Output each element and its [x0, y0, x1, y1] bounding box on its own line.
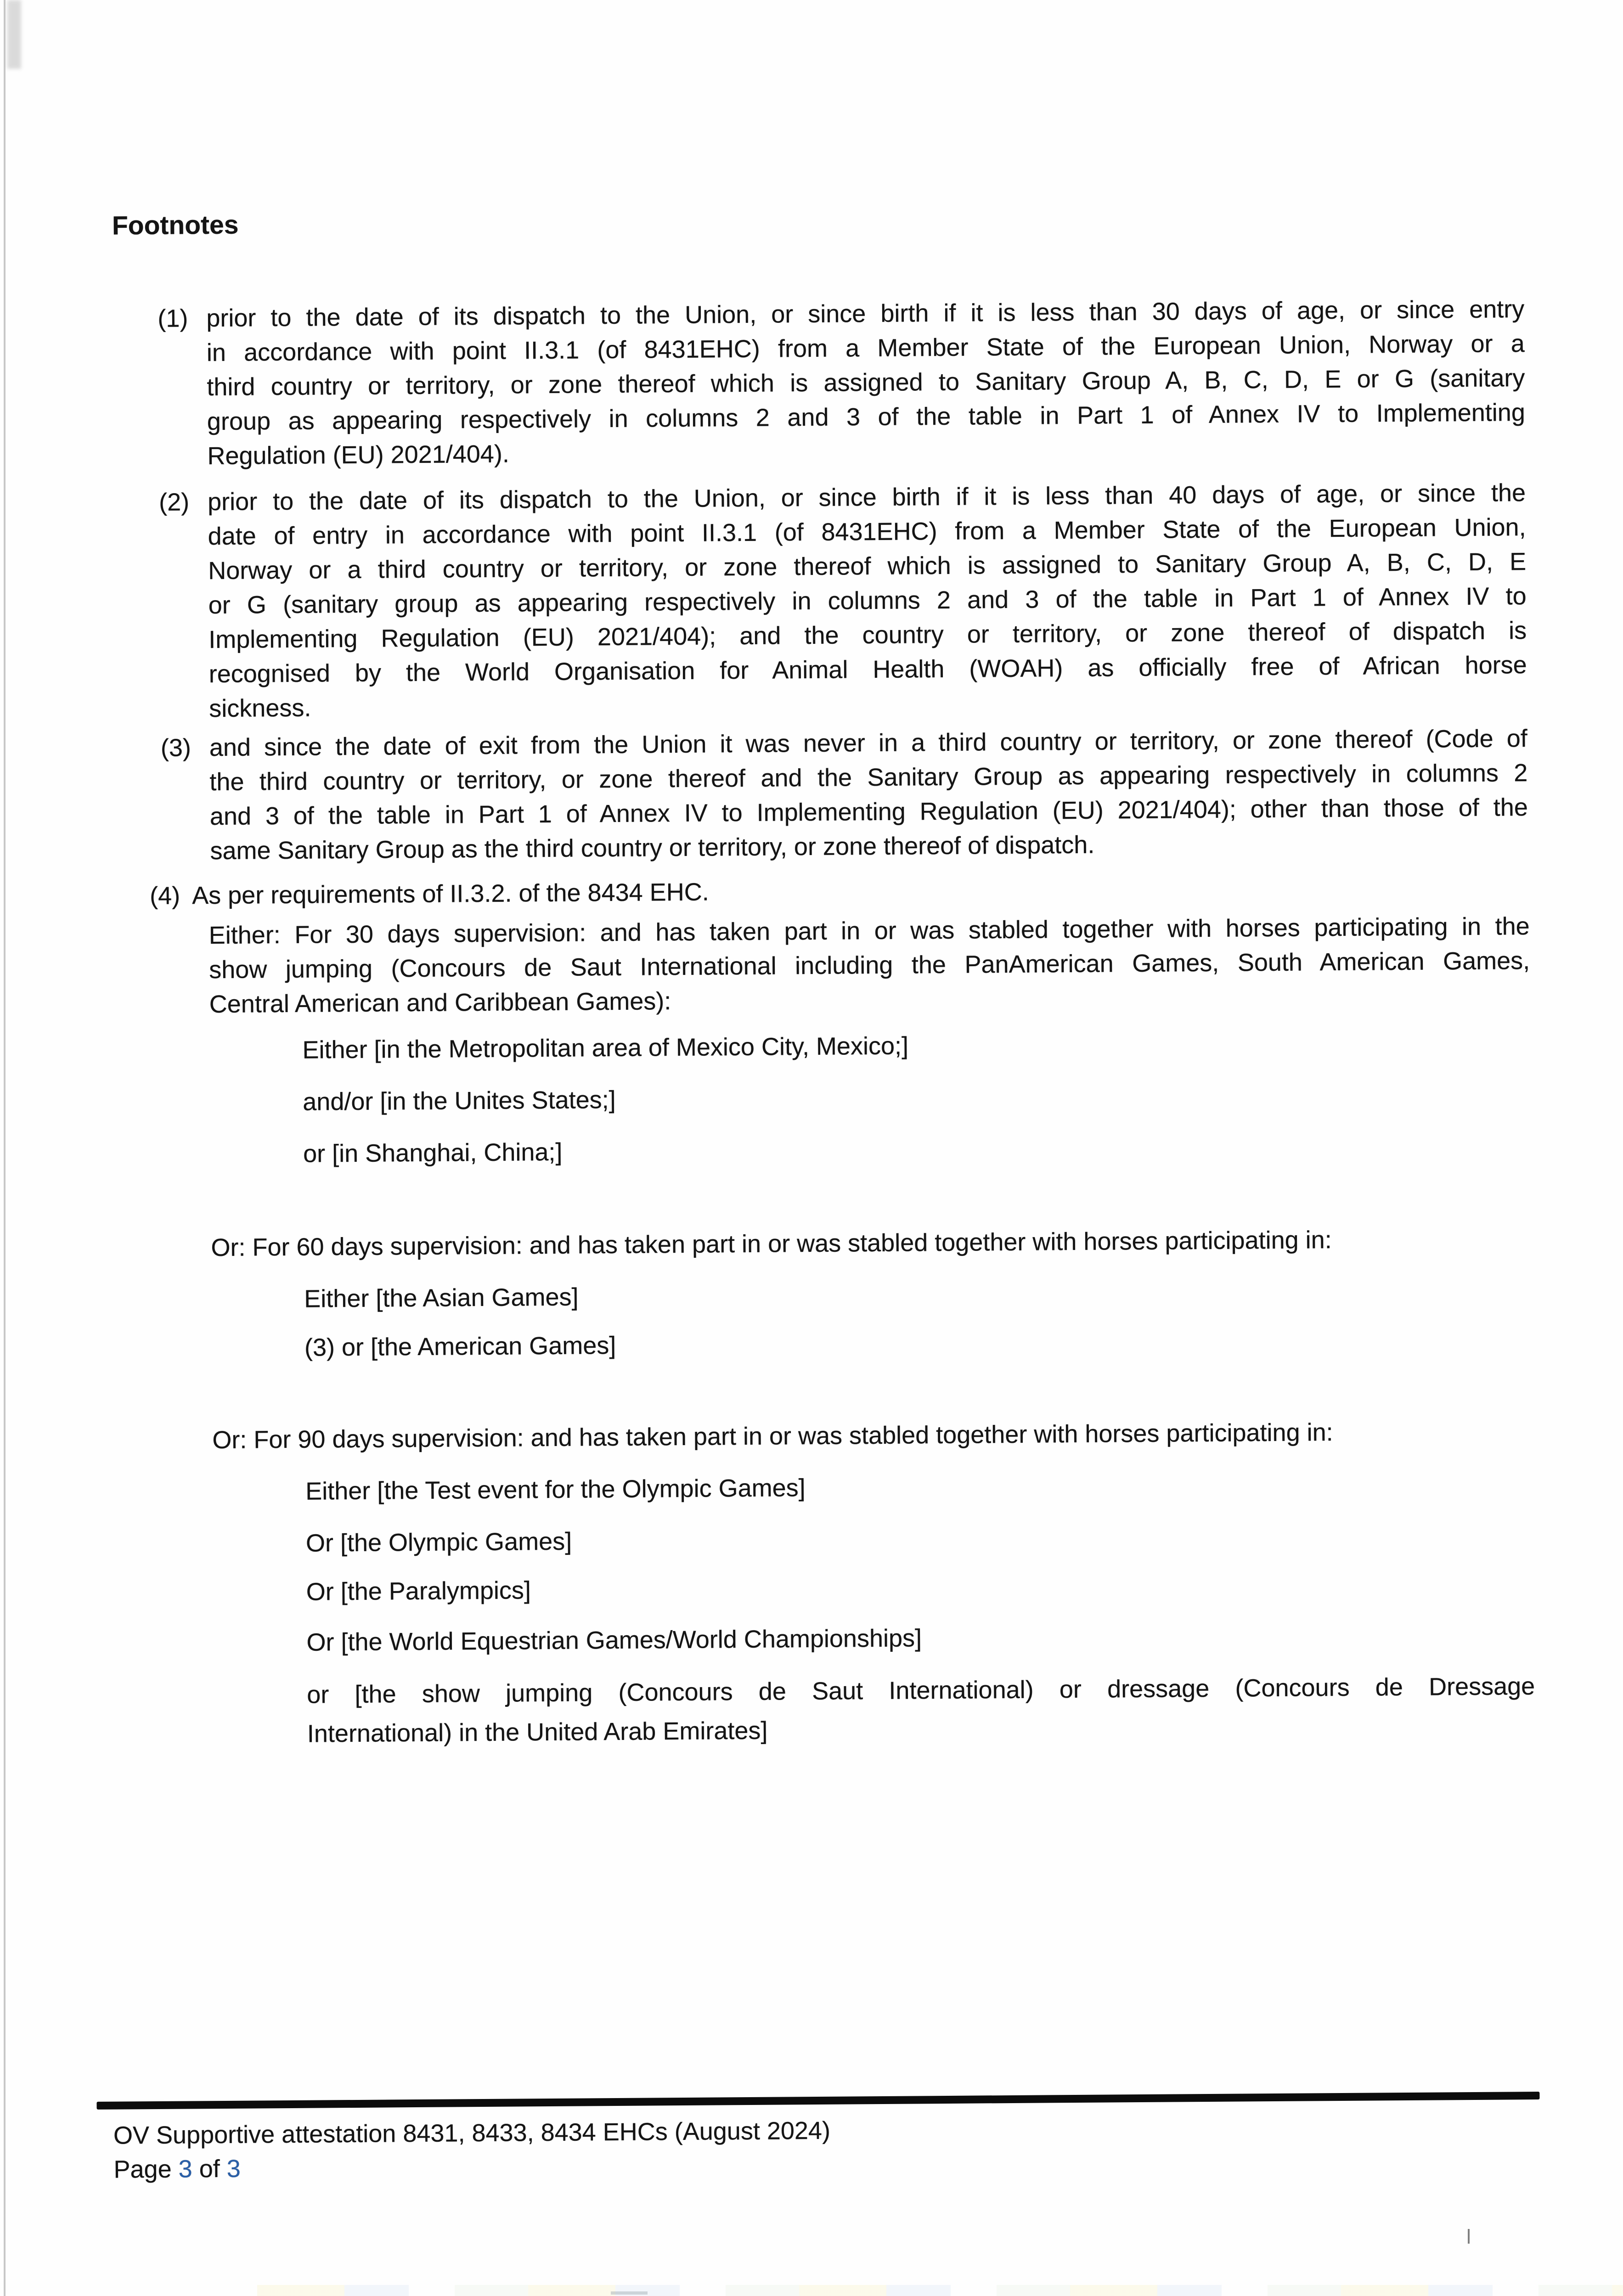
- option-mexico-city: Either [in the Metropolitan area of Mexico City, Mexico;]: [302, 1032, 909, 1064]
- option-olympic-games: Or [the Olympic Games]: [305, 1527, 572, 1557]
- footnote-3-marker: (3): [160, 734, 192, 762]
- footnote-3: [160, 721, 1528, 868]
- footnote-1-line: group as appearing respectively in columns 2 and 3 of the table in Part 1 of Annex IV to Implementing: [207, 399, 1526, 436]
- footnote-2: [158, 476, 1527, 726]
- footnote-4: [150, 875, 709, 913]
- footnote-1-line: Regulation (EU) 2021/404).: [207, 440, 510, 470]
- footnote-3-line: and 3 of the table in Part 1 of Annex IV to Implementing Regulation (EU) 2021/404); other than those of the: [209, 793, 1528, 831]
- footnote-3-line: and since the date of exit from the Union it was never in a third country or territory, or zone thereof (Code of: [209, 725, 1528, 762]
- page-title: Footnotes: [112, 210, 239, 241]
- footnote-2-line: prior to the date of its dispatch to the Union, or since birth if it is less than 40 days of age, or since the: [207, 479, 1526, 516]
- footnote-1: [158, 292, 1526, 473]
- footer-rule: [96, 2092, 1539, 2110]
- footnote-1-line: in accordance with point II.3.1 (of 8431EHC) from a Member State of the European Union, Norway or a: [206, 330, 1525, 367]
- supervision-90-line: Or: For 90 days supervision: and has taken part in or was stabled together with horses participating in:: [212, 1418, 1333, 1454]
- option-olympic-test-event: Either [the Test event for the Olympic Games]: [305, 1474, 806, 1505]
- option-asian-games: Either [the Asian Games]: [304, 1283, 579, 1313]
- supervision-30-line: Central American and Caribbean Games):: [209, 987, 671, 1019]
- footnote-2-line: or G (sanitary group as appearing respectively in columns 2 and 3 of the table in Part 1 of Annex IV to: [208, 582, 1527, 619]
- option-american-games: (3) or [the American Games]: [304, 1331, 616, 1362]
- footnote-2-line: Implementing Regulation (EU) 2021/404); and the country or territory, or zone thereof of dispatch is: [209, 617, 1527, 654]
- footer-doc-ref: OV Supportive attestation 8431, 8433, 8434 EHCs (August 2024): [113, 2116, 831, 2150]
- supervision-60-intro: [211, 1221, 1532, 1265]
- footnote-1-line: prior to the date of its dispatch to the Union, or since birth if it is less than 30 days of age, or since entry: [206, 295, 1525, 332]
- option-uae-clause: [307, 1667, 1535, 1754]
- supervision-30-intro: [209, 909, 1530, 1022]
- footnote-1-marker: (1): [158, 304, 188, 332]
- footnote-2-line: sickness.: [209, 694, 311, 723]
- supervision-60-line: Or: For 60 days supervision: and has taken part in or was stabled together with horses participating in:: [211, 1226, 1332, 1262]
- footer-page-indicator: [113, 2152, 241, 2186]
- footnote-3-line: same Sanitary Group as the third country or territory, or zone thereof of dispatch.: [210, 831, 1095, 865]
- footnote-2-marker: (2): [158, 488, 190, 516]
- footnote-4-marker: (4): [149, 882, 180, 910]
- footnote-2-line: date of entry in accordance with point II.3.1 (of 8431EHC) from a Member State of the European Union,: [208, 513, 1526, 551]
- footer-page-total: 3: [226, 2155, 241, 2183]
- option-shanghai: or [in Shanghai, China;]: [303, 1138, 563, 1168]
- option-uae-line: International) in the United Arab Emirates]: [307, 1716, 768, 1748]
- option-uae-line: or [the show jumping (Concours de Saut International) or dressage (Concours de Dressage: [307, 1672, 1535, 1709]
- supervision-30-line: Either: For 30 days supervision: and has taken part in or was stabled together with horses participating in the: [209, 912, 1530, 950]
- option-united-states: and/or [in the Unites States;]: [303, 1086, 616, 1116]
- supervision-90-intro: [212, 1414, 1533, 1458]
- option-world-equestrian-games: Or [the World Equestrian Games/World Championships]: [306, 1624, 922, 1656]
- footnote-4-text: As per requirements of II.3.2. of the 8434 EHC.: [192, 878, 709, 910]
- footnote-3-line: the third country or territory, or zone thereof and the Sanitary Group as appearing respectively in columns 2: [209, 759, 1528, 796]
- option-paralympics: Or [the Paralympics]: [306, 1576, 531, 1606]
- footer-page-of: of: [199, 2155, 220, 2183]
- footer-page-label: Page: [113, 2155, 172, 2183]
- footnote-2-line: recognised by the World Organisation for Animal Health (WOAH) as officially free of African horse: [209, 651, 1527, 688]
- supervision-30-line: show jumping (Concours de Saut International including the PanAmerican Games, South American Games,: [209, 947, 1530, 984]
- footer-page-number: 3: [178, 2155, 192, 2183]
- footnote-1-line: third country or territory, or zone thereof which is assigned to Sanitary Group A, B, C, D, E or G (sanitary: [207, 364, 1525, 401]
- footnote-2-line: Norway or a third country or territory, or zone thereof which is assigned to Sanitary Group A, B, C, D, E: [208, 548, 1527, 585]
